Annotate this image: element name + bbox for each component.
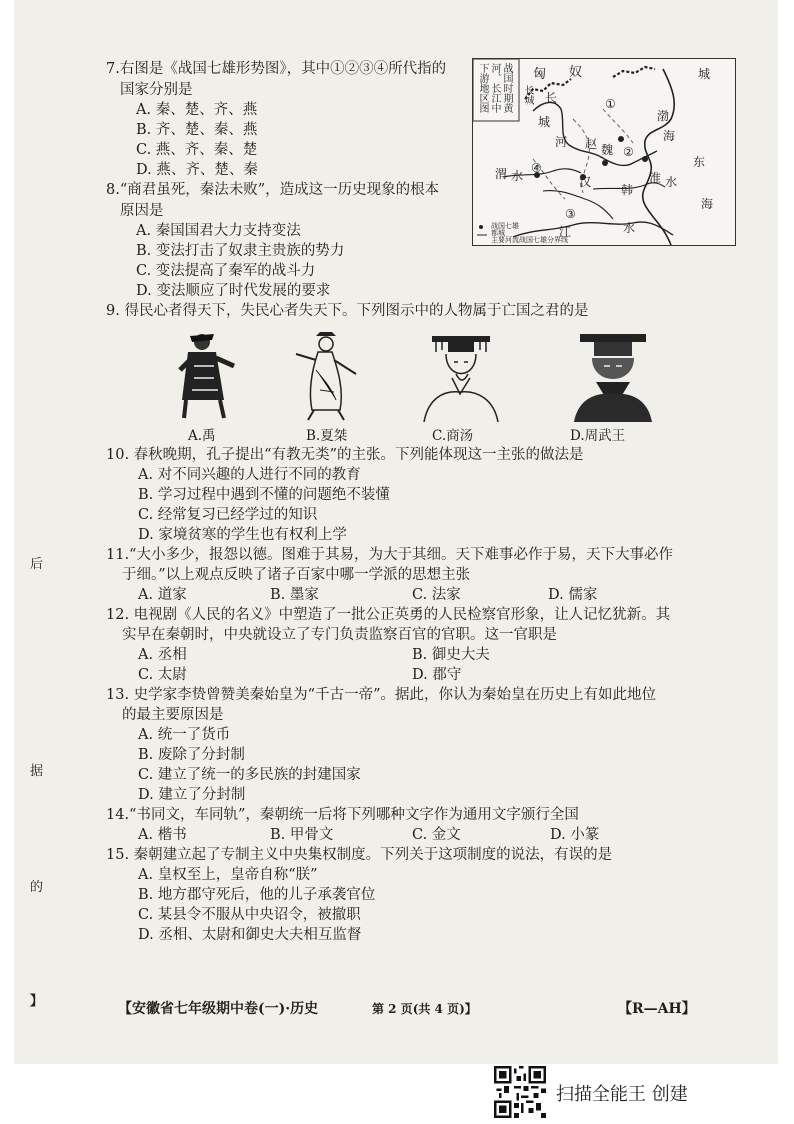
question-12-stem-cont: 实早在秦朝时，中央就设立了专门负责监察百官的官职。这一官职是 xyxy=(122,627,557,643)
margin-fragment: 】 xyxy=(30,994,44,1009)
question-12-option-c: C. 太尉 xyxy=(138,667,187,683)
question-7-option-a: A. 秦、楚、齐、燕 xyxy=(136,102,258,118)
footer-page-number: 第 2 页(共 4 页)】 xyxy=(372,1002,477,1016)
question-8-option-d: D. 变法顺应了时代发展的要求 xyxy=(136,283,331,299)
question-11-option-a: A. 道家 xyxy=(138,587,187,603)
question-15-stem: 15. 秦朝建立起了专制主义中央集权制度。下列关于这项制度的说法，有误的是 xyxy=(106,847,613,863)
question-11-stem-cont: 于细。”以上观点反映了诸子百家中哪一学派的思想主张 xyxy=(122,567,471,583)
question-14-option-c: C. 金文 xyxy=(412,827,461,843)
question-15-option-c: C. 某县令不服从中央诏令，被撤职 xyxy=(138,907,361,923)
map-label: 东 xyxy=(693,155,706,169)
figure-jie xyxy=(286,330,366,422)
map-marker-3: ③ xyxy=(565,207,576,221)
map-label: 河 xyxy=(555,135,568,149)
map-label: 奴 xyxy=(569,65,583,80)
map-label: 江 xyxy=(559,225,572,239)
question-13-option-d: D. 建立了分封制 xyxy=(138,787,246,803)
question-8-option-a: A. 秦国国君大力支持变法 xyxy=(136,223,301,239)
figure-caption-d: D.周武王 xyxy=(570,428,626,444)
figure-yu xyxy=(164,330,244,422)
map-label: ④ xyxy=(531,161,542,175)
question-14-option-d: D. 小篆 xyxy=(550,827,600,843)
figure-zhou-wu-wang xyxy=(570,330,656,422)
map-marker-2: ② xyxy=(623,145,634,159)
map-label: 赵 xyxy=(585,137,598,151)
question-7-option-c: C. 燕、齐、秦、楚 xyxy=(136,142,258,158)
question-8-stem-cont: 原因是 xyxy=(120,203,164,219)
question-14-option-b: B. 甲骨文 xyxy=(270,827,334,843)
margin-fragment: 的 xyxy=(30,880,44,895)
map-legend-item: 主要河流 xyxy=(491,236,519,244)
map-label: 水 xyxy=(665,175,678,189)
margin-fragment: 据 xyxy=(30,764,44,779)
question-11-option-d: D. 儒家 xyxy=(548,587,598,603)
map-label: 水 xyxy=(511,169,524,183)
question-13-option-b: B. 废除了分封制 xyxy=(138,747,245,763)
question-7-option-d: D. 燕、齐、楚、秦 xyxy=(136,162,258,178)
margin-fragment: 后 xyxy=(30,557,44,572)
question-8-option-c: C. 变法提高了秦军的战斗力 xyxy=(136,263,316,279)
qr-code-icon xyxy=(494,1066,546,1118)
figure-shang-tang xyxy=(418,330,504,422)
question-10-option-b: B. 学习过程中遇到不懂的问题绝不装懂 xyxy=(138,487,390,503)
question-7-stem: 7.右图是《战国七雄形势图》，其中①②③④所代指的 xyxy=(106,61,447,77)
warring-states-map xyxy=(472,58,736,246)
map-label: 渤 xyxy=(657,109,670,123)
question-12-option-a: A. 丞相 xyxy=(138,647,187,663)
map-label: 城 xyxy=(538,115,551,129)
question-8-option-b: B. 变法打击了奴隶主贵族的势力 xyxy=(136,243,345,259)
question-7-stem-cont: 国家分别是 xyxy=(120,82,193,98)
map-label: 海 xyxy=(663,129,676,143)
question-10-option-c: C. 经常复习已经学过的知识 xyxy=(138,507,318,523)
map-legend-item: 都城 xyxy=(491,229,505,237)
question-13-option-a: A. 统一了货币 xyxy=(138,727,231,743)
figure-caption-a: A.禹 xyxy=(188,428,216,444)
map-label: 水 xyxy=(623,221,636,235)
map-label: 城 xyxy=(698,67,711,81)
map-label: 匈 xyxy=(533,67,547,82)
question-8-stem: 8.“商君虽死，秦法未败”，造成这一历史现象的根本 xyxy=(106,182,440,198)
map-label: 魏 xyxy=(601,143,614,157)
question-12-stem: 12. 电视剧《人民的名义》中塑造了一批公正英勇的人民检察官形象，让人记忆犹新。其 xyxy=(106,607,671,623)
map-label: 长城 xyxy=(522,85,533,105)
scanner-watermark: 扫描全能王 创建 xyxy=(556,1084,688,1105)
question-11-option-c: C. 法家 xyxy=(412,587,461,603)
question-15-option-b: B. 地方郡守死后，他的儿子承袭官位 xyxy=(138,887,376,903)
question-10-option-d: D. 家境贫寒的学生也有权利上学 xyxy=(138,527,347,543)
question-9-stem: 9. 得民心者得天下，失民心者失天下。下列图示中的人物属于亡国之君的是 xyxy=(106,303,589,319)
question-14-option-a: A. 楷书 xyxy=(138,827,187,843)
question-13-stem-cont: 的最主要原因是 xyxy=(122,707,224,723)
figure-caption-b: B.夏桀 xyxy=(306,428,348,444)
map-label: 长 xyxy=(545,91,558,105)
question-15-option-d: D. 丞相、太尉和御史大夫相互监督 xyxy=(138,927,362,943)
footer-code: 【R—AH】 xyxy=(618,1001,696,1017)
question-14-stem: 14.“书同文，车同轨”，秦朝统一后将下列哪种文字作为通用文字颁行全国 xyxy=(106,807,579,823)
question-10-stem: 10. 春秋晚期，孔子提出“有教无类”的主张。下列能体现这一主张的做法是 xyxy=(106,447,584,463)
map-label: 海 xyxy=(701,197,714,211)
map-label: 韩 xyxy=(621,183,634,197)
question-10-option-a: A. 对不同兴趣的人进行不同的教育 xyxy=(138,467,361,483)
question-15-option-a: A. 皇权至上，皇帝自称“朕” xyxy=(138,867,318,883)
question-12-option-d: D. 郡守 xyxy=(412,667,462,683)
exam-page xyxy=(14,0,778,1064)
map-label: 渭 xyxy=(495,167,508,181)
question-12-option-b: B. 御史大夫 xyxy=(412,647,490,663)
figure-caption-c: C.商汤 xyxy=(432,428,474,444)
map-legend-item: 战国七雄分界线 xyxy=(519,236,568,244)
footer-exam-title: 【安徽省七年级期中卷(一)·历史 xyxy=(118,1001,319,1017)
map-label: 汉 xyxy=(579,175,592,189)
map-marker-1: ① xyxy=(605,97,616,111)
map-inset-title: 战国时期黄河、长江中下游地区图 xyxy=(477,63,512,113)
question-13-option-c: C. 建立了统一的多民族的封建国家 xyxy=(138,767,361,783)
question-11-option-b: B. 墨家 xyxy=(270,587,319,603)
map-label: 淮 xyxy=(649,171,662,185)
question-13-stem: 13. 史学家李贽曾赞美秦始皇为“千古一帝”。据此，你认为秦始皇在历史上有如此地位 xyxy=(106,687,656,703)
map-legend-item: 战国七雄 xyxy=(491,222,519,230)
question-11-stem: 11.“大小多少，报怨以德。图难于其易，为大于其细。天下难事必作于易，天下大事必作 xyxy=(106,547,673,563)
question-7-option-b: B. 齐、楚、秦、燕 xyxy=(136,122,258,138)
